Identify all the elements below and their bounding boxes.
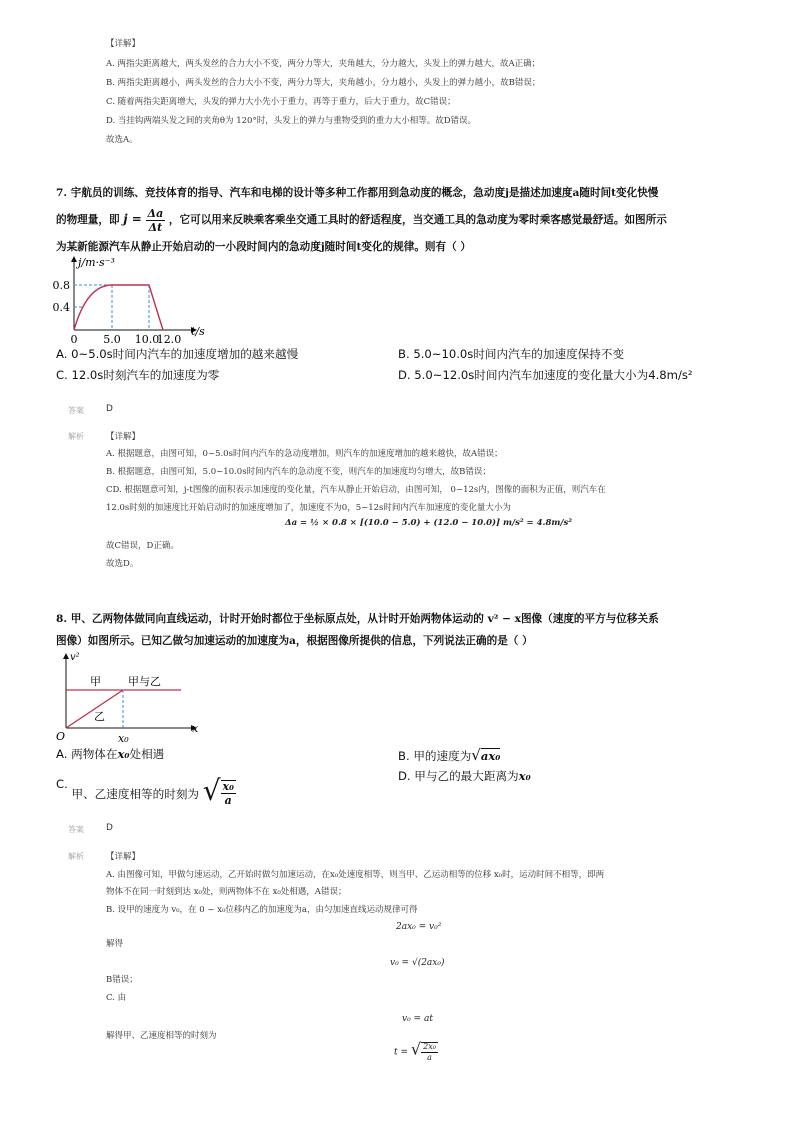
- q8-option-c-text: 甲、乙速度相等的时刻为: [71, 787, 200, 801]
- q8-option-b-radicand: ax₀: [480, 749, 501, 763]
- q8-answer-value: D: [106, 823, 113, 833]
- q7-analysis-label: 解析: [68, 432, 84, 441]
- choose-line: 故选A。: [106, 135, 138, 145]
- q7-ytick-04: 0.4: [52, 301, 70, 314]
- explain-line-c: C. 随着两指尖距离增大，头发的弹力大小先小于重力，再等于重力，后大于重力，故C错误；: [106, 97, 456, 107]
- q8-v2x-chart: [56, 650, 206, 746]
- q8-label-yi: 乙: [94, 710, 105, 723]
- q8-ylabel: v²: [70, 652, 80, 663]
- q8-sqrt-sign: √: [471, 746, 481, 764]
- q8-explain-a: A. 由图像可知，甲做匀速运动，乙开始时做匀加速运动，在x₀处速度相等，则当甲、乙运动相等的位移 x₀时，运动时间不相等，即两: [106, 870, 605, 880]
- q8-solve-2: 解得甲、乙速度相等的时刻为: [106, 1031, 217, 1041]
- q8-eq-4-fraction: [421, 1042, 438, 1062]
- q8-option-d-pre: D. 甲与乙的最大距离为: [398, 769, 519, 783]
- q7-explain-cd-2: 12.0s时刻的加速度比开始启动时的加速度增加了，加速度不为0，5~12s时间内汽车加速度的变化量大小为: [106, 503, 511, 513]
- q7-explain-cd: CD. 根据题意可知，j-t图像的面积表示加速度的变化量，汽车从静止开始启动，由图可知， 0~12s内，图像的面积为正值，则汽车在: [106, 485, 606, 495]
- q7-option-b[interactable]: B. 5.0~10.0s时间内汽车的加速度保持不变: [398, 347, 625, 361]
- q7-line-3: 为某新能源汽车从静止开始启动的一小段时间内的急动度j随时间t变化的规律。则有（ ）: [56, 241, 471, 253]
- q8-c-start: C. 由: [106, 993, 127, 1003]
- q8-option-c-pre: C.: [56, 777, 68, 791]
- q7-line-2-pre: 的物理量，即: [56, 214, 120, 226]
- q7-xtick-10: 10.0: [134, 333, 160, 346]
- explain-line-a: A. 两指尖距离越大，两头发丝的合力大小不变，两分力等大，夹角越大，分力越大，头发上的弹力越大，故A正确；: [106, 59, 541, 69]
- q8-eq-4-lhs: t =: [394, 1047, 409, 1058]
- explain-line-d: D. 当挂钩两端头发之间的夹角θ为 120°时，头发上的弹力与重物受到的重力大小相等。故D错误。: [106, 116, 477, 126]
- q8-option-c[interactable]: [56, 766, 236, 807]
- q7-jerk-curve: [74, 285, 163, 330]
- q7-xtick-5: 5.0: [103, 333, 121, 346]
- q8-eq-2: v₀ = √(2ax₀): [390, 958, 445, 968]
- q8-explain-b: B. 设甲的速度为 v₀，在 0 ~ x₀位移内乙的加速度为a，由匀加速直线运动规律可得: [106, 905, 418, 915]
- q7-xlabel: t/s: [191, 325, 205, 338]
- q8-eq-1: 2ax₀ = v₀²: [396, 922, 442, 932]
- q7-jerk-symbol: j =: [123, 212, 142, 226]
- q7-answer-value: D: [106, 404, 113, 414]
- q8-origin: O: [56, 730, 66, 743]
- q7-explain-b: B. 根据题意，由图可知，5.0~10.0s时间内汽车的急动度不变，则汽车的加速度均匀增大，故B错误；: [106, 467, 491, 477]
- q8-label-jia: 甲: [90, 675, 101, 688]
- q8-detail-heading: 【详解】: [106, 852, 141, 862]
- q8-option-d-var: x₀: [518, 769, 531, 783]
- q8-eq-4-den: a: [427, 1053, 432, 1062]
- q7-xtick-12: 12.0: [156, 333, 182, 346]
- q8-x0-label: x₀: [118, 732, 129, 745]
- q8-option-c-num: x₀: [222, 779, 234, 793]
- q8-option-a-pre: A. 两物体在: [56, 747, 118, 761]
- q7-jerk-fraction: [146, 208, 166, 233]
- q7-explain-a: A. 根据题意，由图可知，0~5.0s时间内汽车的急动度增加，则汽车的加速度增加的越来越快，故A错误；: [106, 449, 503, 459]
- q8-option-d[interactable]: [398, 768, 531, 784]
- q8-line-1: 8. 甲、乙两物体做同向直线运动，计时开始时都位于坐标原点处，从计时开始两物体运动的 v² − x图像（速度的平方与位移关系: [56, 613, 659, 625]
- q8-option-c-den: a: [224, 793, 232, 807]
- q7-xtick-0: 0: [70, 333, 78, 346]
- q8-eq-3: v₀ = at: [402, 1014, 433, 1024]
- q8-option-a-var: x₀: [117, 747, 130, 761]
- q8-eq-4-num: 2x₀: [423, 1042, 436, 1051]
- q7-frac-num: Δa: [147, 206, 164, 220]
- q7-detail-heading: 【详解】: [106, 432, 141, 442]
- q8-eq-4: [394, 1039, 438, 1062]
- q8-label-both: 甲与乙: [128, 675, 161, 688]
- q8-line-2: 图像）如图所示。已知乙做匀加速运动的加速度为a，根据图像所提供的信息，下列说法正确的是（ ）: [56, 635, 533, 647]
- q8-option-b-pre: B. 甲的速度为: [398, 749, 472, 763]
- q7-option-c[interactable]: C. 12.0s时刻汽车的加速度为零: [56, 368, 220, 382]
- q8-sqrt-sign-c: √: [202, 774, 221, 807]
- q8-xlabel: x: [192, 722, 199, 735]
- q8-answer-label: 答案: [68, 825, 84, 834]
- q7-option-d[interactable]: D. 5.0~12.0s时间内汽车加速度的变化量大小为4.8m/s²: [398, 368, 693, 382]
- q7-frac-den: Δt: [148, 220, 163, 234]
- detail-heading: 【详解】: [106, 39, 141, 49]
- q8-option-a[interactable]: [56, 746, 164, 762]
- q7-line-2: [56, 204, 667, 235]
- q8-solve-1: 解得: [106, 939, 124, 949]
- q8-eq-4-sqrt: √: [410, 1039, 422, 1059]
- q8-option-c-fraction: [221, 780, 236, 806]
- q7-jerk-chart: [52, 254, 210, 346]
- q7-ytick-08: 0.8: [52, 279, 70, 292]
- q8-option-b[interactable]: [398, 746, 500, 764]
- q7-line-2-post: ，它可以用来反映乘客乘坐交通工具时的舒适程度，当交通工具的急动度为零时乘客感觉最舒适。如图所示: [168, 214, 667, 226]
- q8-analysis-label: 解析: [68, 852, 84, 861]
- q7-ylabel: j/m·s⁻³: [78, 256, 115, 269]
- q7-delta-a-equation: Δa = ½ × 0.8 × [(10.0 − 5.0) + (12.0 − 10.0)] m/s² = 4.8m/s²: [285, 518, 573, 528]
- q7-option-a[interactable]: A. 0~5.0s时间内汽车的加速度增加的越来越慢: [56, 347, 299, 361]
- q7-answer-label: 答案: [68, 406, 84, 415]
- q7-end-1: 故C错误，D正确。: [106, 541, 179, 551]
- q7-line-1: 7. 宇航员的训练、竞技体育的指导、汽车和电梯的设计等多种工作都用到急动度的概念，急动度j是描述加速度a随时间t变化快慢: [56, 187, 659, 199]
- q8-b-wrong: B错误；: [106, 975, 138, 985]
- q8-option-a-post: 处相遇: [129, 747, 165, 761]
- explain-line-b: B. 两指尖距离越小，两头发丝的合力大小不变，两分力等大，夹角越小，分力越小，头发上的弹力越小，故B错误；: [106, 78, 541, 88]
- q7-end-2: 故选D。: [106, 559, 139, 569]
- q8-explain-a-2: 物体不在同一时刻到达 x₀处，则两物体不在 x₀处相遇，A错误；: [106, 887, 347, 897]
